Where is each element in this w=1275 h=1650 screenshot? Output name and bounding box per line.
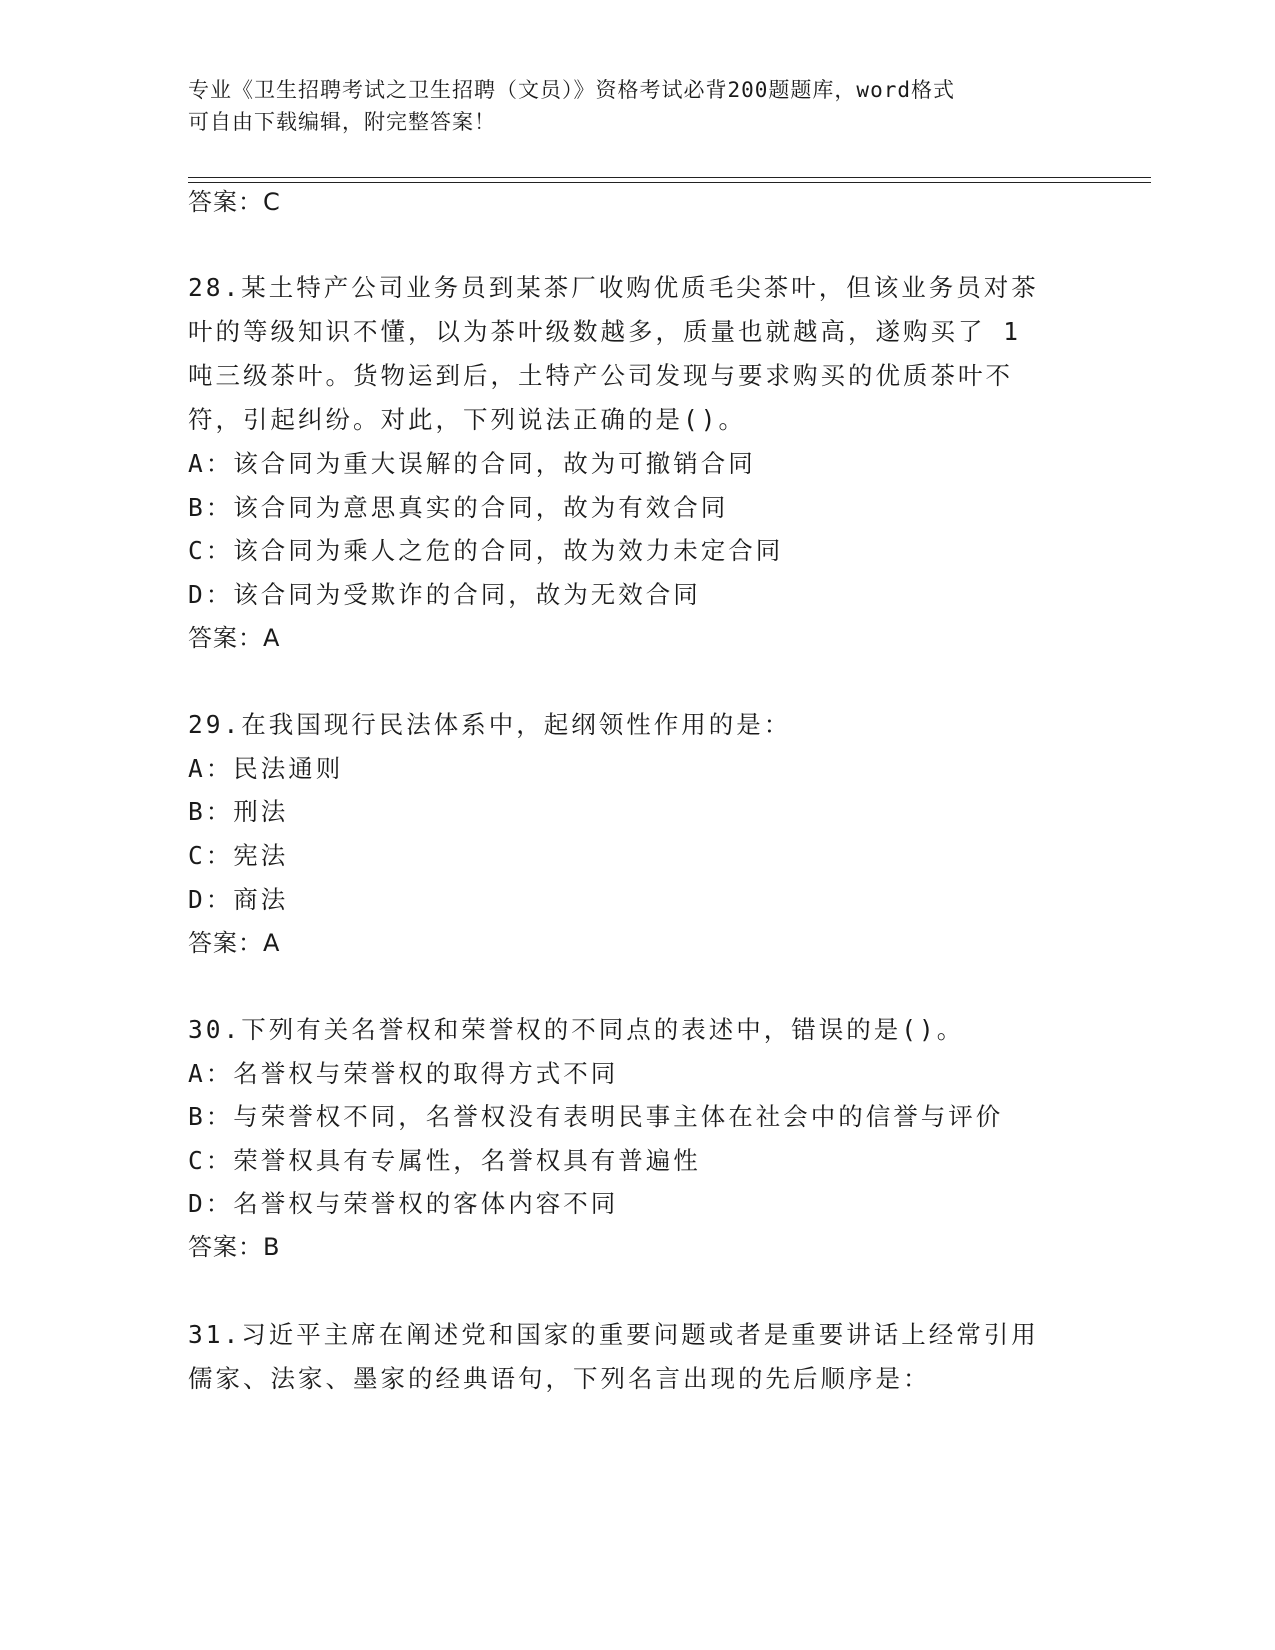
q28-stem-line-4: 符，引起纠纷。对此，下列说法正确的是()。 <box>188 405 746 434</box>
q31-stem-line-2: 儒家、法家、墨家的经典语句，下列名言出现的先后顺序是： <box>188 1364 931 1393</box>
q29-stem-line-1: 29.在我国现行民法体系中，起纲领性作用的是： <box>188 710 792 739</box>
q30-option-a: A：名誉权与荣誉权的取得方式不同 <box>188 1059 619 1088</box>
q31-stem-line-1: 31.习近平主席在阐述党和国家的重要问题或者是重要讲话上经常引用 <box>188 1320 1039 1349</box>
header-divider-top <box>188 177 1151 178</box>
q28-stem-line-3: 吨三级茶叶。货物运到后，土特产公司发现与要求购买的优质茶叶不 <box>188 361 1013 390</box>
q28-option-a: A：该合同为重大误解的合同，故为可撤销合同 <box>188 449 756 478</box>
header-line-2: 可自由下载编辑，附完整答案！ <box>188 110 496 134</box>
q29-option-a: A：民法通则 <box>188 754 344 783</box>
q29-option-d: D：商法 <box>188 885 289 914</box>
q28-option-b: B：该合同为意思真实的合同，故为有效合同 <box>188 493 729 522</box>
q30-option-b: B：与荣誉权不同，名誉权没有表明民事主体在社会中的信誉与评价 <box>188 1102 1004 1131</box>
q29-answer: 答案：A <box>188 929 281 957</box>
q28-stem-line-2: 叶的等级知识不懂，以为茶叶级数越多，质量也就越高，遂购买了 1 <box>188 317 1021 346</box>
q28-answer: 答案：A <box>188 624 281 652</box>
q29-option-b: B：刑法 <box>188 797 289 826</box>
q30-answer: 答案：B <box>188 1233 281 1261</box>
header-divider-bottom <box>188 182 1151 183</box>
q28-stem-line-1: 28.某土特产公司业务员到某茶厂收购优质毛尖茶叶，但该业务员对茶 <box>188 273 1039 302</box>
document-header <box>188 74 1068 138</box>
q30-stem-line-1: 30.下列有关名誉权和荣誉权的不同点的表述中，错误的是()。 <box>188 1015 965 1044</box>
q28-option-c: C：该合同为乘人之危的合同，故为效力未定合同 <box>188 536 784 565</box>
header-line-1: 专业《卫生招聘考试之卫生招聘（文员）》资格考试必背200题题库，word格式 <box>188 78 955 102</box>
q30-option-c: C：荣誉权具有专属性，名誉权具有普遍性 <box>188 1146 701 1175</box>
q30-option-d: D：名誉权与荣誉权的客体内容不同 <box>188 1189 619 1218</box>
q29-option-c: C：宪法 <box>188 841 289 870</box>
q28-option-d: D：该合同为受欺诈的合同，故为无效合同 <box>188 580 701 609</box>
prev-answer: 答案：C <box>188 188 281 216</box>
